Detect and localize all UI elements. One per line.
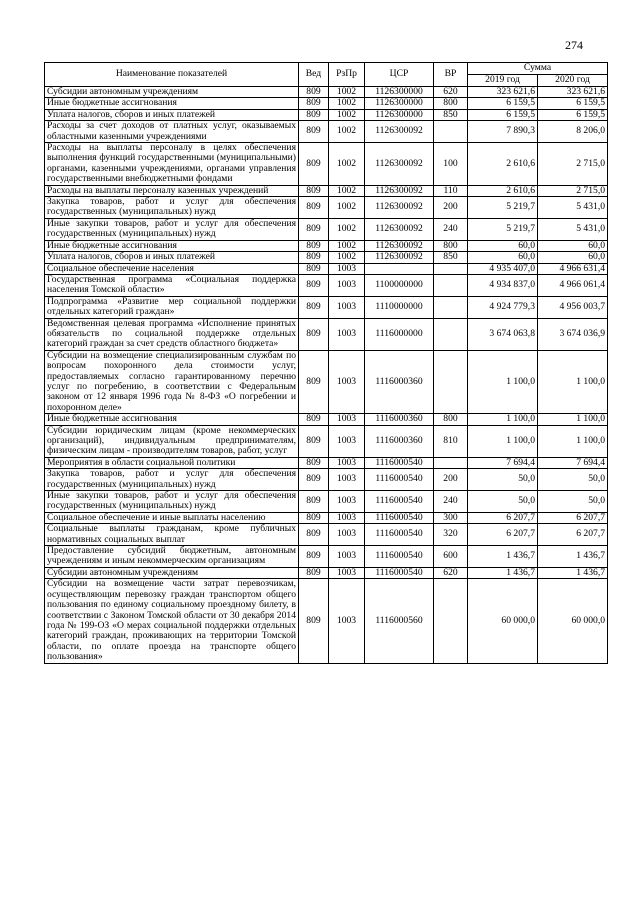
- table-row: [45, 579, 608, 663]
- row-vr: 800: [434, 98, 468, 109]
- row-ved: 809: [299, 350, 329, 413]
- header-vr: ВР: [434, 63, 468, 87]
- row-amount-2020: 1 436,7: [538, 546, 608, 568]
- row-rzpr: 1003: [329, 263, 365, 274]
- row-amount-2019: 6 207,7: [468, 512, 538, 523]
- row-rzpr: 1003: [329, 274, 365, 296]
- row-name: Социальные выплаты гражданам, кроме публичных нормативных социальных выплат: [45, 524, 299, 546]
- table-row: [45, 252, 608, 263]
- table-row: [45, 546, 608, 568]
- row-amount-2019: 3 674 063,8: [468, 318, 538, 350]
- row-ved: 809: [299, 579, 329, 663]
- table-row: [45, 469, 608, 491]
- row-csr: 1116000360: [365, 350, 434, 413]
- row-amount-2020: 3 674 036,9: [538, 318, 608, 350]
- table-row: [45, 121, 608, 143]
- row-ved: 809: [299, 425, 329, 457]
- row-amount-2020: 2 715,0: [538, 185, 608, 196]
- row-ved: 809: [299, 185, 329, 196]
- row-csr: 1126300000: [365, 87, 434, 98]
- row-rzpr: 1002: [329, 87, 365, 98]
- row-amount-2020: 4 956 003,7: [538, 296, 608, 318]
- row-csr: 1116000540: [365, 546, 434, 568]
- row-amount-2019: 5 219,7: [468, 197, 538, 219]
- row-amount-2020: 2 715,0: [538, 143, 608, 186]
- table-row: [45, 350, 608, 413]
- row-csr: 1126300092: [365, 218, 434, 240]
- row-ved: 809: [299, 240, 329, 251]
- row-amount-2019: 50,0: [468, 469, 538, 491]
- row-vr: 600: [434, 546, 468, 568]
- row-vr: 240: [434, 491, 468, 513]
- row-ved: 809: [299, 469, 329, 491]
- row-vr: [434, 350, 468, 413]
- row-vr: 800: [434, 240, 468, 251]
- row-rzpr: 1003: [329, 296, 365, 318]
- table-body: [45, 87, 608, 664]
- row-amount-2020: 1 100,0: [538, 350, 608, 413]
- table-row: [45, 414, 608, 425]
- row-amount-2020: 1 100,0: [538, 425, 608, 457]
- table-row: [45, 98, 608, 109]
- table-row: [45, 425, 608, 457]
- row-ved: 809: [299, 512, 329, 523]
- row-csr: 1126300092: [365, 240, 434, 251]
- budget-table: [44, 62, 608, 664]
- row-vr: 800: [434, 414, 468, 425]
- table-row: [45, 524, 608, 546]
- row-amount-2020: 1 100,0: [538, 414, 608, 425]
- row-rzpr: 1002: [329, 197, 365, 219]
- header-name: Наименование показателей: [45, 63, 299, 87]
- row-ved: 809: [299, 524, 329, 546]
- row-vr: 810: [434, 425, 468, 457]
- row-amount-2019: 1 436,7: [468, 567, 538, 578]
- row-rzpr: 1003: [329, 491, 365, 513]
- row-amount-2019: 60,0: [468, 252, 538, 263]
- row-amount-2020: 50,0: [538, 491, 608, 513]
- row-rzpr: 1002: [329, 252, 365, 263]
- row-csr: 1126300092: [365, 121, 434, 143]
- row-name: Уплата налогов, сборов и иных платежей: [45, 252, 299, 263]
- page-number: 274: [565, 38, 583, 52]
- row-name: Расходы за счет доходов от платных услуг, оказываемых областными казенными учреждениями: [45, 121, 299, 143]
- row-vr: 320: [434, 524, 468, 546]
- row-amount-2019: 50,0: [468, 491, 538, 513]
- row-amount-2020: 8 206,0: [538, 121, 608, 143]
- row-vr: 620: [434, 567, 468, 578]
- row-csr: 1116000540: [365, 457, 434, 468]
- row-vr: [434, 579, 468, 663]
- row-ved: 809: [299, 87, 329, 98]
- row-vr: [434, 457, 468, 468]
- table-row: [45, 318, 608, 350]
- row-vr: 200: [434, 469, 468, 491]
- row-ved: 809: [299, 274, 329, 296]
- row-rzpr: 1002: [329, 240, 365, 251]
- row-amount-2019: 1 100,0: [468, 425, 538, 457]
- row-rzpr: 1003: [329, 457, 365, 468]
- table-row: [45, 109, 608, 120]
- row-amount-2019: 323 621,6: [468, 87, 538, 98]
- row-name: Государственная программа «Социальная поддержка населения Томской области»: [45, 274, 299, 296]
- row-csr: 1116000000: [365, 318, 434, 350]
- row-ved: 809: [299, 567, 329, 578]
- header-sum: Сумма: [468, 63, 608, 75]
- row-rzpr: 1003: [329, 469, 365, 491]
- row-vr: 200: [434, 197, 468, 219]
- row-ved: 809: [299, 414, 329, 425]
- header-rzpr: РзПр: [329, 63, 365, 87]
- row-amount-2019: 60 000,0: [468, 579, 538, 663]
- row-amount-2020: 5 431,0: [538, 218, 608, 240]
- row-vr: 620: [434, 87, 468, 98]
- row-csr: 1126300092: [365, 185, 434, 196]
- row-name: Предоставление субсидий бюджетным, автономным учреждениям и иным некоммерческим организациям: [45, 546, 299, 568]
- row-rzpr: 1002: [329, 143, 365, 186]
- row-rzpr: 1002: [329, 185, 365, 196]
- row-vr: 850: [434, 252, 468, 263]
- table-row: [45, 274, 608, 296]
- table-row: [45, 567, 608, 578]
- row-csr: 1116000560: [365, 579, 434, 663]
- row-vr: 300: [434, 512, 468, 523]
- row-rzpr: 1002: [329, 218, 365, 240]
- row-csr: 1116000360: [365, 425, 434, 457]
- row-amount-2020: 50,0: [538, 469, 608, 491]
- row-rzpr: 1003: [329, 350, 365, 413]
- row-amount-2020: 323 621,6: [538, 87, 608, 98]
- table-row: [45, 296, 608, 318]
- row-ved: 809: [299, 263, 329, 274]
- row-csr: 1116000540: [365, 512, 434, 523]
- row-ved: 809: [299, 546, 329, 568]
- table-row: [45, 197, 608, 219]
- row-amount-2019: 60,0: [468, 240, 538, 251]
- row-rzpr: 1003: [329, 546, 365, 568]
- row-vr: [434, 263, 468, 274]
- table-row: [45, 218, 608, 240]
- row-vr: [434, 274, 468, 296]
- row-vr: 110: [434, 185, 468, 196]
- row-amount-2019: 7 890,3: [468, 121, 538, 143]
- row-csr: 1126300000: [365, 98, 434, 109]
- row-name: Субсидии автономным учреждениям: [45, 567, 299, 578]
- row-amount-2019: 4 935 407,0: [468, 263, 538, 274]
- row-name: Субсидии на возмещение части затрат перевозчикам, осуществляющим перевозку граждан транспортом общего пользования по единому социальному проездному билету, в соответствии с Законом Томской области от 30 декабря 2014 года № 199-ОЗ «О мерах социальной поддержки отдельных категорий граждан, проживающих на территории Томской области, по оплате проезда на транспорте общего пользования»: [45, 579, 299, 663]
- row-amount-2019: 1 436,7: [468, 546, 538, 568]
- row-ved: 809: [299, 457, 329, 468]
- row-amount-2019: 6 159,5: [468, 109, 538, 120]
- row-rzpr: 1002: [329, 109, 365, 120]
- row-amount-2020: 5 431,0: [538, 197, 608, 219]
- table-header: [45, 63, 608, 87]
- row-ved: 809: [299, 98, 329, 109]
- row-amount-2019: 6 159,5: [468, 98, 538, 109]
- table-row: [45, 240, 608, 251]
- row-amount-2019: 2 610,6: [468, 185, 538, 196]
- row-amount-2020: 60,0: [538, 252, 608, 263]
- row-amount-2020: 60 000,0: [538, 579, 608, 663]
- row-vr: 240: [434, 218, 468, 240]
- table-row: [45, 263, 608, 274]
- row-rzpr: 1003: [329, 425, 365, 457]
- row-csr: 1116000540: [365, 491, 434, 513]
- table-row: [45, 143, 608, 186]
- row-amount-2019: 2 610,6: [468, 143, 538, 186]
- row-name: Подпрограмма «Развитие мер социальной поддержки отдельных категорий граждан»: [45, 296, 299, 318]
- row-csr: 1126300092: [365, 197, 434, 219]
- row-vr: [434, 296, 468, 318]
- row-csr: 1126300092: [365, 143, 434, 186]
- row-amount-2019: 7 694,4: [468, 457, 538, 468]
- row-amount-2020: 6 207,7: [538, 524, 608, 546]
- row-ved: 809: [299, 197, 329, 219]
- row-rzpr: 1003: [329, 579, 365, 663]
- row-name: Расходы на выплаты персоналу казенных учреждений: [45, 185, 299, 196]
- row-name: Иные закупки товаров, работ и услуг для обеспечения государственных (муниципальных) нужд: [45, 218, 299, 240]
- row-csr: 1126300092: [365, 252, 434, 263]
- row-ved: 809: [299, 296, 329, 318]
- row-amount-2019: 1 100,0: [468, 414, 538, 425]
- row-csr: 1116000360: [365, 414, 434, 425]
- row-rzpr: 1003: [329, 414, 365, 425]
- row-rzpr: 1003: [329, 567, 365, 578]
- table-row: [45, 87, 608, 98]
- row-amount-2019: 4 934 837,0: [468, 274, 538, 296]
- row-ved: 809: [299, 109, 329, 120]
- row-amount-2020: 7 694,4: [538, 457, 608, 468]
- row-amount-2020: 6 159,5: [538, 98, 608, 109]
- row-csr: [365, 263, 434, 274]
- row-ved: 809: [299, 318, 329, 350]
- row-vr: [434, 121, 468, 143]
- row-amount-2020: 4 966 631,4: [538, 263, 608, 274]
- row-amount-2019: 4 924 779,3: [468, 296, 538, 318]
- header-csr: ЦСР: [365, 63, 434, 87]
- row-name: Иные бюджетные ассигнования: [45, 414, 299, 425]
- table-row: [45, 512, 608, 523]
- row-ved: 809: [299, 252, 329, 263]
- row-name: Социальное обеспечение населения: [45, 263, 299, 274]
- row-rzpr: 1003: [329, 512, 365, 523]
- row-name: Ведомственная целевая программа «Исполнение принятых обязательств по социальной поддержке отдельных категорий граждан за счет средств областного бюджета»: [45, 318, 299, 350]
- table-row: [45, 491, 608, 513]
- row-name: Уплата налогов, сборов и иных платежей: [45, 109, 299, 120]
- row-name: Закупка товаров, работ и услуг для обеспечения государственных (муниципальных) нужд: [45, 197, 299, 219]
- row-csr: 1126300000: [365, 109, 434, 120]
- row-name: Закупка товаров, работ и услуг для обеспечения государственных (муниципальных) нужд: [45, 469, 299, 491]
- row-name: Иные закупки товаров, работ и услуг для обеспечения государственных (муниципальных) нужд: [45, 491, 299, 513]
- header-year-2020: 2020 год: [538, 75, 608, 87]
- table-row: [45, 457, 608, 468]
- row-name: Субсидии на возмещение специализированным службам по вопросам похоронного дела стоимости услуг, предоставляемых согласно гарантированному перечню услуг по погребению, в соответствии с Федеральным законом от 12 января 1996 года № 8-ФЗ «О погребении и похоронном деле»: [45, 350, 299, 413]
- row-csr: 1110000000: [365, 296, 434, 318]
- row-csr: 1116000540: [365, 524, 434, 546]
- row-ved: 809: [299, 218, 329, 240]
- row-name: Расходы на выплаты персоналу в целях обеспечения выполнения функций государственными (муниципальными) органами, казенными учреждениями, органами управления государственными внебюджетными фондами: [45, 143, 299, 186]
- row-amount-2019: 6 207,7: [468, 524, 538, 546]
- row-name: Иные бюджетные ассигнования: [45, 240, 299, 251]
- row-amount-2020: 60,0: [538, 240, 608, 251]
- row-ved: 809: [299, 121, 329, 143]
- row-name: Субсидии автономным учреждениям: [45, 87, 299, 98]
- table-row: [45, 185, 608, 196]
- row-vr: 100: [434, 143, 468, 186]
- row-csr: 1100000000: [365, 274, 434, 296]
- row-amount-2020: 4 966 061,4: [538, 274, 608, 296]
- row-amount-2019: 5 219,7: [468, 218, 538, 240]
- row-vr: [434, 318, 468, 350]
- row-vr: 850: [434, 109, 468, 120]
- row-csr: 1116000540: [365, 469, 434, 491]
- row-rzpr: 1002: [329, 121, 365, 143]
- row-name: Субсидии юридическим лицам (кроме некоммерческих организаций), индивидуальным предпринимателям, физическим лицам - производителям товаров, работ, услуг: [45, 425, 299, 457]
- row-rzpr: 1003: [329, 524, 365, 546]
- row-amount-2020: 6 159,5: [538, 109, 608, 120]
- row-name: Мероприятия в области социальной политики: [45, 457, 299, 468]
- row-amount-2020: 6 207,7: [538, 512, 608, 523]
- header-year-2019: 2019 год: [468, 75, 538, 87]
- row-amount-2020: 1 436,7: [538, 567, 608, 578]
- row-rzpr: 1003: [329, 318, 365, 350]
- row-amount-2019: 1 100,0: [468, 350, 538, 413]
- row-csr: 1116000540: [365, 567, 434, 578]
- row-rzpr: 1002: [329, 98, 365, 109]
- row-ved: 809: [299, 491, 329, 513]
- row-ved: 809: [299, 143, 329, 186]
- header-ved: Вед: [299, 63, 329, 87]
- row-name: Социальное обеспечение и иные выплаты населению: [45, 512, 299, 523]
- row-name: Иные бюджетные ассигнования: [45, 98, 299, 109]
